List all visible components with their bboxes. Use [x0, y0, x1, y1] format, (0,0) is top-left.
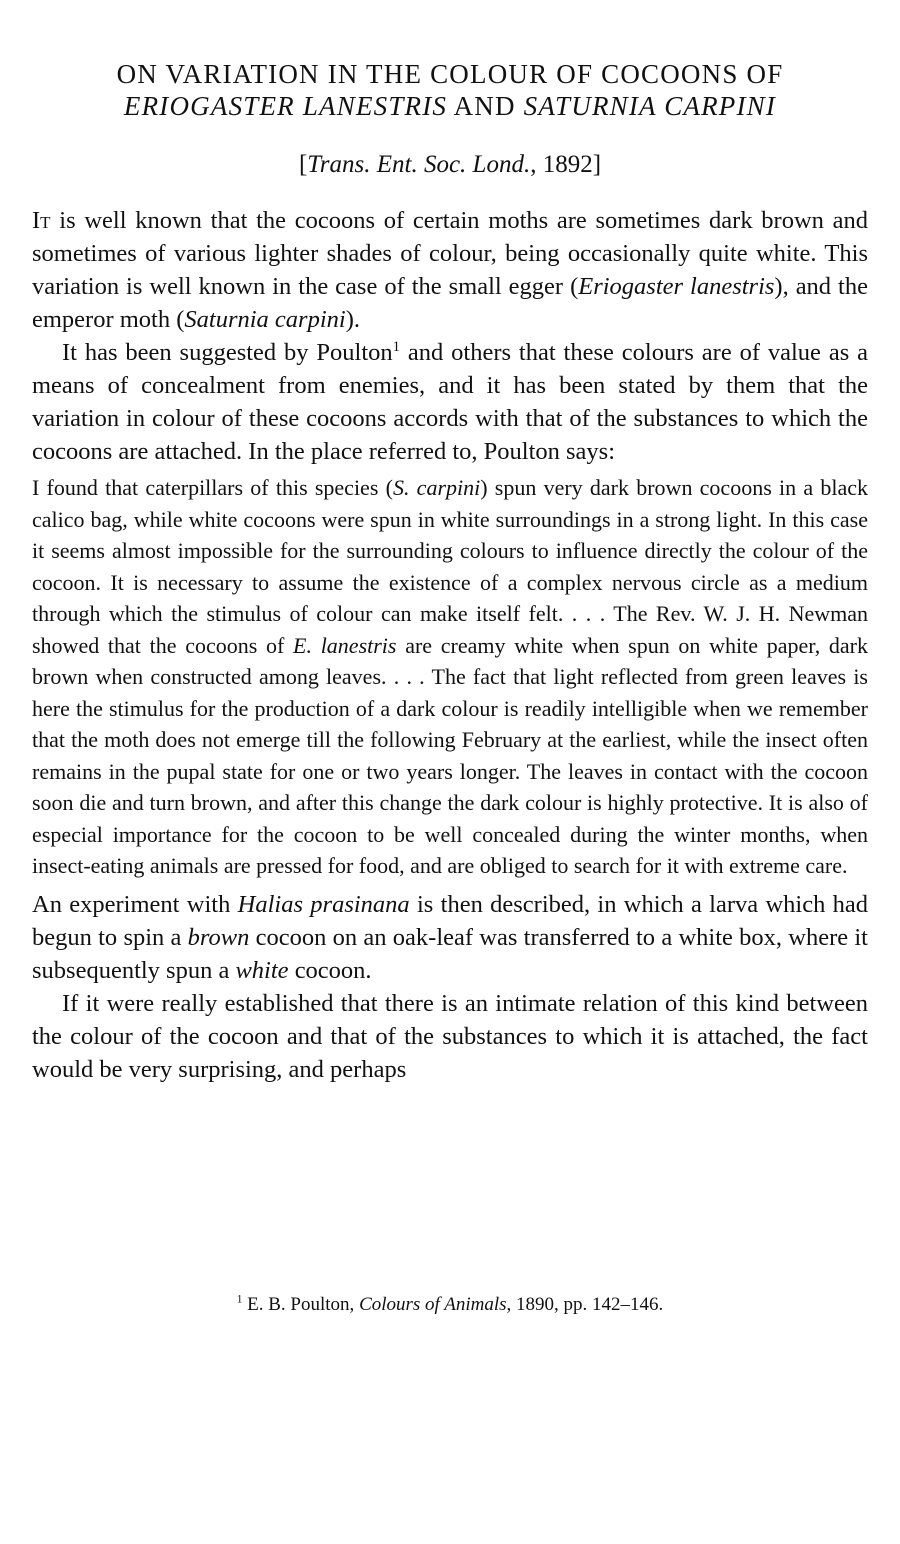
- lead-word: It: [32, 207, 51, 234]
- block-quote: [32, 472, 868, 882]
- para3-italic-1: Halias prasinana: [237, 890, 410, 918]
- footnote-mark: 1: [236, 1293, 243, 1306]
- quote-text-1: I found that caterpillars of this species (: [32, 475, 393, 500]
- para3-italic-2: brown: [187, 923, 250, 951]
- para1-text-2: ), and the emperor moth (: [32, 273, 868, 333]
- quote-italic-2: E. lanestris: [293, 632, 397, 658]
- quote-italic-1: S. carpini: [392, 475, 481, 500]
- source-citation: [32, 150, 868, 180]
- footnote-ref: 1: [392, 338, 401, 355]
- source-open: [: [298, 151, 308, 178]
- footnote-text-2: , 1890, pp. 142–146.: [506, 1294, 664, 1315]
- source-journal: Trans. Ent. Soc. Lond.: [307, 151, 531, 178]
- para3-italic-3: white: [235, 956, 289, 984]
- footnote-italic: Colours of Animals: [359, 1294, 507, 1315]
- footnote-text-1: E. B. Poulton,: [242, 1294, 360, 1315]
- title-line-2: [32, 90, 868, 122]
- quote-text-3: are creamy white when spun on white paper, dark brown when constructed among leaves. . . . The fact that light reflected from green leaves is here the stimulus for the production of a dark colour is readily intelligible when we remember that the moth does not emerge till the following February at the earliest, while the insect often remains in the pupal state for one or two years longer. The leaves in contact with the cocoon soon die and turn brown, and after this change the dark colour is highly protective. It is also of especial importance for the cocoon to be well concealed during the winter months, when insect-eating animals are pressed for food, and are obliged to search for it with extreme care.: [32, 632, 868, 878]
- title-species-1: ERIOGASTER LANESTRIS: [123, 91, 448, 121]
- para2-text-1: It has been suggested by Poulton: [62, 339, 393, 366]
- para1-italic-1: Eriogaster lanestris: [578, 273, 775, 300]
- para2-text-2: and others that these colours are of value as a means of concealment from enemies, and it has been stated by them that the variation in colour of these cocoons accords with that of the substances to which the cocoons are attached. In the place referred to, Poulton says:: [32, 339, 868, 465]
- article-title: [32, 58, 868, 122]
- para1-text-1: is well known that the cocoons of certain moths are sometimes dark brown and sometimes of various lighter shades of colour, being occasionally quite white. This variation is well known in the case of the small egger (: [32, 207, 868, 300]
- para1-text-3: ).: [345, 306, 360, 333]
- paragraph-3: [32, 888, 868, 987]
- source-year: , 1892]: [530, 151, 602, 178]
- quote-text-2: ) spun very dark brown cocoons in a black calico bag, while white cocoons were spun in white surroundings in a strong light. In this case it seems almost impossible for the surrounding colours to influence directly the colour of the cocoon. It is necessary to assume the existence of a complex nervous circle as a medium through which the stimulus of colour can make itself felt. . . . The Rev. W. J. H. Newman showed that the cocoons of: [32, 475, 868, 658]
- paragraph-2: [32, 336, 868, 468]
- title-line-1: ON VARIATION IN THE COLOUR OF COCOONS OF: [116, 59, 784, 89]
- article-body: [32, 204, 868, 1086]
- paragraph-4: If it were really established that there is an intimate relation of this kind between the colour of the cocoon and that of the substances to which it is attached, the fact would be very surprising, and perhaps: [32, 989, 868, 1083]
- para3-text-2: is then described, in which a larva which had begun to spin a: [32, 890, 869, 951]
- para3-text-3: cocoon on an oak-leaf was transferred to a white box, where it subsequently spun a: [32, 923, 868, 984]
- para1-italic-2: Saturnia carpini: [184, 306, 346, 333]
- title-and: AND: [447, 91, 524, 121]
- para3-text-1: An experiment with: [32, 890, 238, 918]
- para3-text-4: cocoon.: [288, 956, 372, 984]
- title-species-2: SATURNIA CARPINI: [523, 91, 777, 121]
- footnote: [32, 1293, 868, 1317]
- paragraph-1: [32, 204, 868, 336]
